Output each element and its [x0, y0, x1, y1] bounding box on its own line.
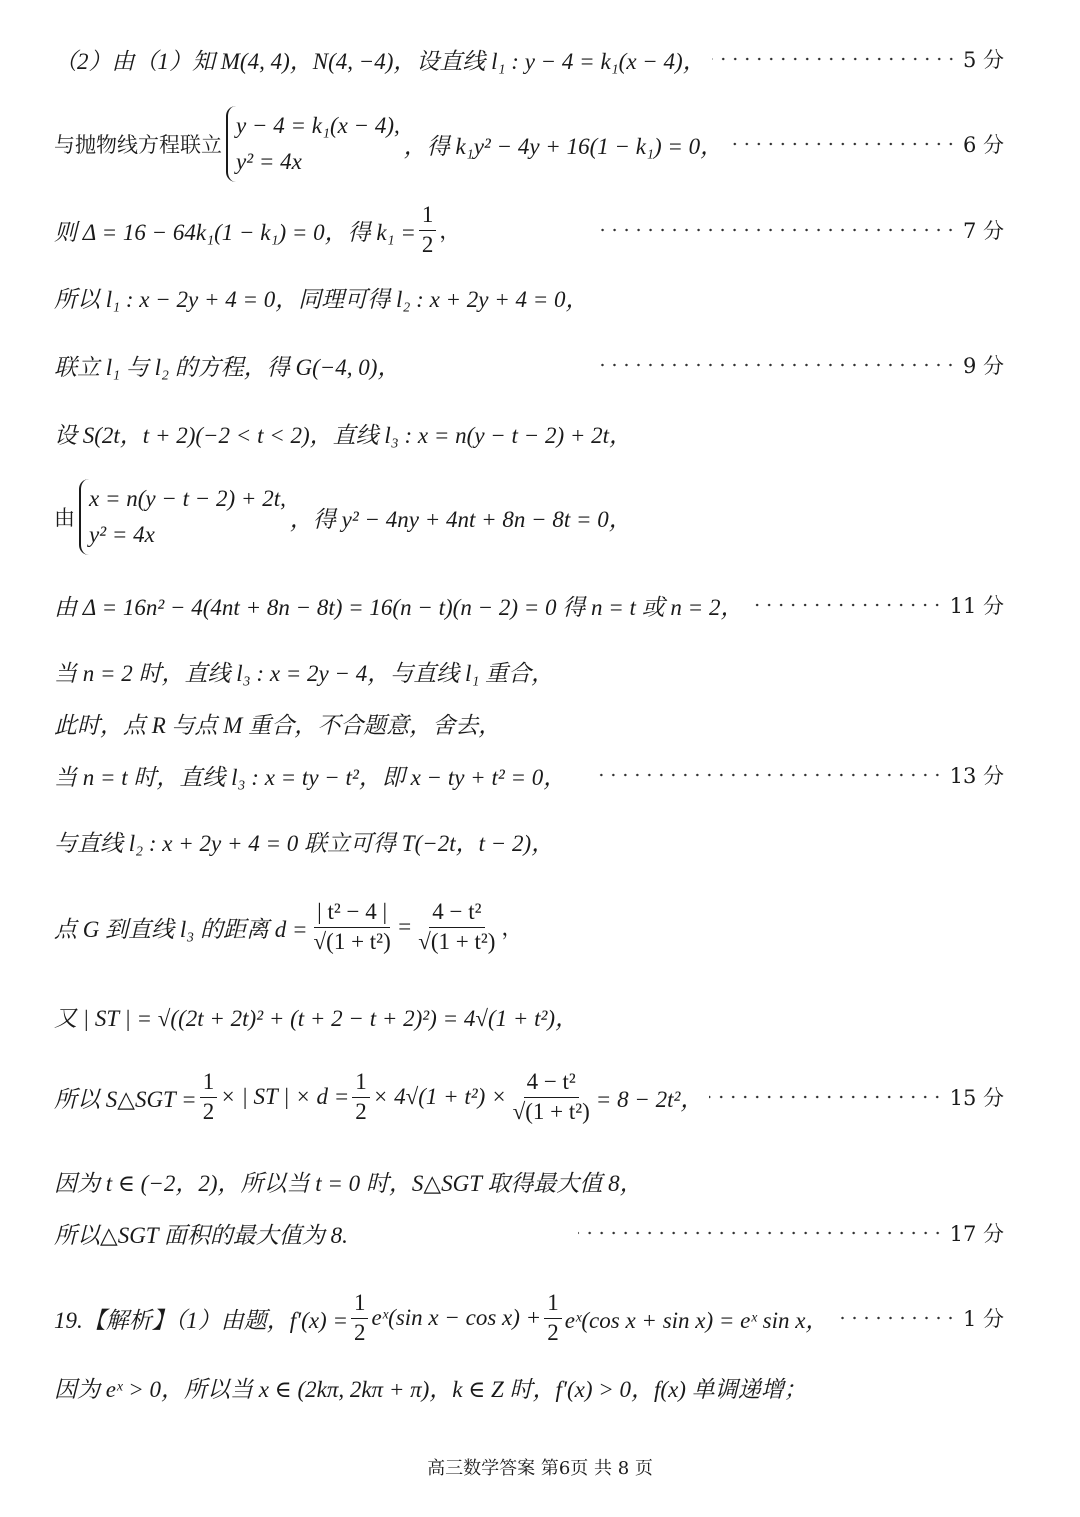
numerator: 1 [419, 202, 437, 230]
line-text: 所以△SGT 面积的最大值为 8. [54, 1222, 348, 1248]
line-prefix: 所以 S△SGT = [54, 1086, 197, 1112]
solution-line-5 [54, 348, 1004, 382]
numerator: 1 [544, 1290, 562, 1318]
dot-leader [709, 1095, 943, 1099]
denominator: √(1 + t²) [313, 928, 391, 954]
fraction [419, 202, 437, 258]
solution-line-11 [54, 758, 1004, 792]
line-suffix: ， [501, 916, 523, 940]
numerator: 1 [351, 1290, 369, 1318]
dot-leader [834, 1316, 957, 1320]
denominator: 2 [547, 1319, 559, 1345]
solution-line-13 [54, 892, 1004, 962]
solution-line-14 [54, 996, 1004, 1036]
solution-line-7 [54, 480, 1004, 554]
dot-leader [729, 142, 957, 146]
equals-sign: = [396, 914, 413, 939]
solution-line-9 [54, 654, 1004, 688]
denominator: 2 [355, 1098, 367, 1124]
line-prefix: 与抛物线方程联立 [54, 133, 222, 157]
formula-middle: eˣ(sin x − cos x) + [371, 1305, 542, 1330]
fraction [415, 899, 498, 955]
numerator: 1 [200, 1069, 218, 1097]
score-label: 5 分 [962, 48, 1004, 72]
line-text: 当 n = 2 时，直线 l₃ : x = 2y − 4，与直线 l₁ 重合， [54, 660, 555, 686]
line-suffix: ，得 y² − 4ny + 4nt + 8n − 8t = 0， [289, 506, 632, 532]
line-text: 与直线 l₂ : x + 2y + 4 = 0 联立可得 T(−2t，t − 2)， [54, 830, 555, 856]
line-suffix: = 8 − 2t²， [595, 1086, 704, 1112]
solution-line-1 [54, 42, 1004, 76]
dot-leader [712, 57, 957, 61]
denominator: √(1 + t²) [512, 1098, 590, 1124]
score-label: 11 分 [949, 594, 1004, 618]
numerator: | t² − 4 | [314, 899, 390, 927]
line-text: 联立 l₁ 与 l₂ 的方程，得 G(−4, 0)， [54, 354, 401, 380]
dot-leader [578, 1231, 944, 1235]
system-eq-1: x = n(y − t − 2) + 2t, [89, 486, 286, 512]
fraction [200, 1069, 218, 1125]
system-eq-2: y² = 4x [89, 522, 155, 547]
score-label: 6 分 [962, 133, 1004, 157]
solution-line-12 [54, 824, 1004, 858]
numerator: 1 [352, 1069, 370, 1097]
solution-line-17 [54, 1216, 1004, 1250]
fraction [510, 1069, 593, 1125]
solution-line-19 [54, 1370, 1004, 1404]
equation-system [226, 106, 400, 181]
score-label: 15 分 [949, 1086, 1004, 1110]
fraction [544, 1290, 562, 1346]
line-prefix: 19.【解析】（1）由题，f′(x) = [54, 1307, 348, 1333]
score-label: 13 分 [949, 764, 1004, 788]
line-prefix: 则 Δ = 16 − 64k₁(1 − k₁) = 0，得 k₁ = [54, 219, 416, 245]
page-footer: 高三数学答案 第6页 共 8 页 [427, 1458, 653, 1479]
score-label: 1 分 [962, 1307, 1004, 1331]
score-label: 17 分 [949, 1222, 1004, 1246]
numerator: 4 − t² [524, 1069, 579, 1097]
fraction [352, 1069, 370, 1125]
formula-middle: × | ST | × d = [220, 1084, 350, 1109]
line-prefix: 由 [54, 506, 75, 530]
formula-middle: × 4√(1 + t²) × [372, 1084, 507, 1109]
line-text: 因为 eˣ > 0，所以当 x ∈ (2kπ, 2kπ + π)，k ∈ Z 时，f′(x) > 0，f(x) 单调递增； [54, 1376, 807, 1402]
line-text: 所以 l₁ : x − 2y + 4 = 0，同理可得 l₂ : x + 2y + 4 = 0， [54, 286, 589, 312]
line-text: （2）由（1）知 M(4, 4)，N(4, −4)，设直线 l₁ : y − 4 = k₁(x − 4)， [54, 48, 706, 74]
solution-line-6 [54, 416, 1004, 450]
system-eq-1: y − 4 = k₁(x − 4), [236, 113, 400, 139]
line-prefix: 点 G 到直线 l₃ 的距离 d = [54, 916, 308, 942]
denominator: 2 [202, 1098, 215, 1124]
denominator: 2 [421, 231, 434, 257]
line-suffix: eˣ(cos x + sin x) = eˣ sin x， [564, 1307, 829, 1333]
equation-system [79, 479, 286, 554]
solution-line-10 [54, 706, 1004, 740]
solution-line-8 [54, 588, 1004, 622]
line-text: 又 | ST | = √((2t + 2t)² + (t + 2 − t + 2)²) = 4√(1 + t²)， [54, 1005, 579, 1031]
solution-line-2 [54, 108, 1004, 180]
numerator: 4 − t² [429, 899, 484, 927]
line-text: 当 n = t 时，直线 l₃ : x = ty − t²，即 x − ty + t² = 0， [54, 764, 567, 790]
score-label: 9 分 [962, 354, 1004, 378]
dot-leader [600, 228, 957, 232]
denominator: 2 [353, 1319, 366, 1345]
line-suffix: ，得 k₁y² − 4y + 16(1 − k₁) = 0， [403, 133, 724, 159]
denominator: √(1 + t²) [418, 928, 496, 954]
solution-line-18 [54, 1286, 1004, 1350]
system-eq-2: y² = 4x [236, 149, 302, 174]
solution-line-16 [54, 1164, 1004, 1198]
fraction [351, 1290, 369, 1346]
fraction [311, 899, 394, 955]
dot-leader [600, 363, 956, 367]
score-label: 7 分 [962, 219, 1004, 243]
solution-line-3 [54, 200, 1004, 260]
line-text: 设 S(2t，t + 2)(−2 < t < 2)，直线 l₃ : x = n(y − t − 2) + 2t， [54, 422, 633, 448]
line-text: 因为 t ∈ (−2，2)，所以当 t = 0 时，S△SGT 取得最大值 8， [54, 1170, 643, 1196]
dot-leader [749, 603, 943, 607]
line-suffix: ， [439, 219, 461, 243]
line-text: 此时，点 R 与点 M 重合，不合题意，舍去， [54, 712, 502, 738]
dot-leader [596, 773, 943, 777]
solution-line-4 [54, 280, 1004, 314]
solution-line-15 [54, 1062, 1004, 1132]
line-text: 由 Δ = 16n² − 4(4nt + 8n − 8t) = 16(n − t)(n − 2) = 0 得 n = t 或 n = 2， [54, 594, 744, 620]
